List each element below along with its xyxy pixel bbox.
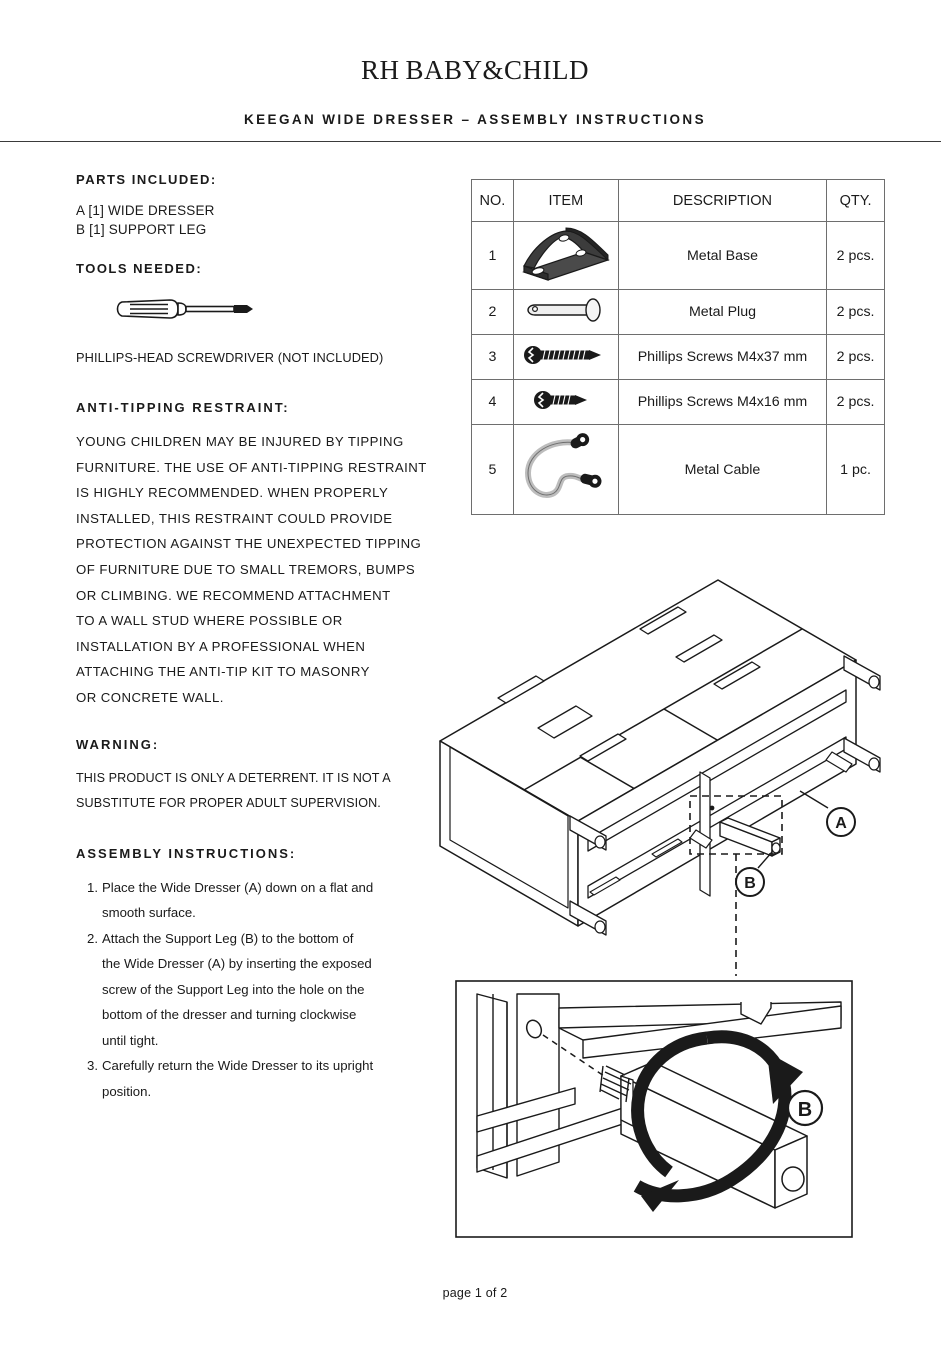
row-number: 2 xyxy=(472,290,514,335)
part-description: Phillips Screws M4x16 mm xyxy=(618,380,826,425)
row-number: 3 xyxy=(472,335,514,380)
document-header xyxy=(0,0,950,127)
row-number: 5 xyxy=(472,425,514,515)
part-description: Metal Base xyxy=(618,222,826,290)
assembly-step xyxy=(76,1053,448,1104)
brand-logo-rh: RH xyxy=(360,55,400,85)
detail-callout-b-label: B xyxy=(797,1099,813,1121)
step-number: 3. xyxy=(87,1058,98,1074)
anti-tipping-line: ATTACHING THE ANTI-TIP KIT TO MASONRY xyxy=(76,664,370,680)
step-line: screw of the Support Leg into the hole on the xyxy=(102,981,365,997)
document-subtitle: KEEGAN WIDE DRESSER – ASSEMBLY INSTRUCTIONS xyxy=(243,112,706,127)
step-line: bottom of the dresser and turning clockwise xyxy=(102,1007,357,1023)
step-line: Place the Wide Dresser (A) down on a flat and xyxy=(102,879,374,895)
warning-heading: WARNING: xyxy=(76,736,160,752)
assembly-step xyxy=(76,926,448,1054)
step-number: 2. xyxy=(87,930,98,946)
anti-tipping-line: YOUNG CHILDREN MAY BE INJURED BY TIPPING xyxy=(76,434,404,449)
table-row xyxy=(472,222,885,290)
anti-tipping-line: IS HIGHLY RECOMMENDED. WHEN PROPERLY xyxy=(76,485,389,501)
anti-tipping-line: INSTALLED, THIS RESTRAINT COULD PROVIDE xyxy=(76,510,393,526)
column-header-description: DESCRIPTION xyxy=(618,180,826,222)
table-row xyxy=(472,335,885,380)
assembly-steps-list xyxy=(76,875,448,1105)
brand-logo xyxy=(0,55,950,86)
part-qty: 1 pc. xyxy=(827,425,885,515)
callout-a xyxy=(827,808,855,836)
step-line: smooth surface. xyxy=(102,905,196,921)
parts-included-heading: PARTS INCLUDED: xyxy=(76,172,217,187)
warning-paragraph xyxy=(76,766,448,816)
long-screw-icon xyxy=(513,335,618,380)
dresser-assembly-diagram xyxy=(428,556,898,981)
header-divider xyxy=(0,141,941,142)
warning-line: SUBSTITUTE FOR PROPER ADULT SUPERVISION. xyxy=(76,795,381,810)
table-header-row xyxy=(472,180,885,222)
anti-tipping-line: INSTALLATION BY A PROFESSIONAL WHEN xyxy=(76,638,366,654)
callout-b xyxy=(736,868,764,896)
step-line: Carefully return the Wide Dresser to its upright xyxy=(102,1058,374,1074)
column-header-item: ITEM xyxy=(513,180,618,222)
part-qty: 2 pcs. xyxy=(827,290,885,335)
short-screw-icon xyxy=(513,380,618,425)
anti-tipping-line: OF FURNITURE DUE TO SMALL TREMORS, BUMPS xyxy=(76,561,416,577)
tools-needed-heading: TOOLS NEEDED: xyxy=(76,261,203,276)
detail-callout-b xyxy=(788,1091,822,1125)
table-row xyxy=(472,425,885,515)
support-leg-detail-view xyxy=(455,980,853,1243)
step-line: until tight. xyxy=(102,1032,159,1048)
tools-needed-caption: PHILLIPS-HEAD SCREWDRIVER (NOT INCLUDED) xyxy=(76,350,384,365)
anti-tipping-line: PROTECTION AGAINST THE UNEXPECTED TIPPING xyxy=(76,536,422,552)
step-line: Attach the Support Leg (B) to the bottom of xyxy=(102,930,354,946)
part-description: Metal Cable xyxy=(618,425,826,515)
brand-logo-babychild: BABY&CHILD xyxy=(405,55,590,85)
metal-plug-icon xyxy=(513,290,618,335)
assembly-instructions-heading: ASSEMBLY INSTRUCTIONS: xyxy=(76,845,297,861)
parts-included-item-b: B [1] SUPPORT LEG xyxy=(76,222,207,237)
table-row xyxy=(472,380,885,425)
page-footer: page 1 of 2 xyxy=(442,1286,508,1300)
column-header-qty: QTY. xyxy=(827,180,885,222)
assembly-step xyxy=(76,875,448,926)
anti-tipping-line: OR CONCRETE WALL. xyxy=(76,689,224,705)
metal-cable-icon xyxy=(513,425,618,515)
part-description: Phillips Screws M4x37 mm xyxy=(618,335,826,380)
anti-tipping-line: FURNITURE. THE USE OF ANTI-TIPPING RESTRAINT xyxy=(76,459,427,475)
metal-base-icon xyxy=(513,222,618,290)
part-qty: 2 pcs. xyxy=(827,222,885,290)
anti-tipping-paragraph xyxy=(76,429,448,711)
warning-line: THIS PRODUCT IS ONLY A DETERRENT. IT IS NOT A xyxy=(76,770,391,785)
screwdriver-icon xyxy=(114,292,448,331)
parts-included-item-a: A [1] WIDE DRESSER xyxy=(76,203,215,218)
anti-tipping-line: TO A WALL STUD WHERE POSSIBLE OR xyxy=(76,613,343,629)
callout-b-label: B xyxy=(744,875,756,892)
part-qty: 2 pcs. xyxy=(827,380,885,425)
part-qty: 2 pcs. xyxy=(827,335,885,380)
anti-tipping-line: OR CLIMBING. WE RECOMMEND ATTACHMENT xyxy=(76,587,391,603)
step-number: 1. xyxy=(87,879,98,895)
anti-tipping-heading: ANTI-TIPPING RESTRAINT: xyxy=(76,400,290,415)
part-description: Metal Plug xyxy=(618,290,826,335)
parts-table xyxy=(471,179,885,515)
step-line: position. xyxy=(102,1083,152,1099)
table-row xyxy=(472,290,885,335)
column-header-no: NO. xyxy=(472,180,514,222)
row-number: 1 xyxy=(472,222,514,290)
step-line: the Wide Dresser (A) by inserting the exposed xyxy=(102,956,372,972)
callout-a-label: A xyxy=(835,815,847,832)
row-number: 4 xyxy=(472,380,514,425)
left-content-column xyxy=(76,172,448,1104)
